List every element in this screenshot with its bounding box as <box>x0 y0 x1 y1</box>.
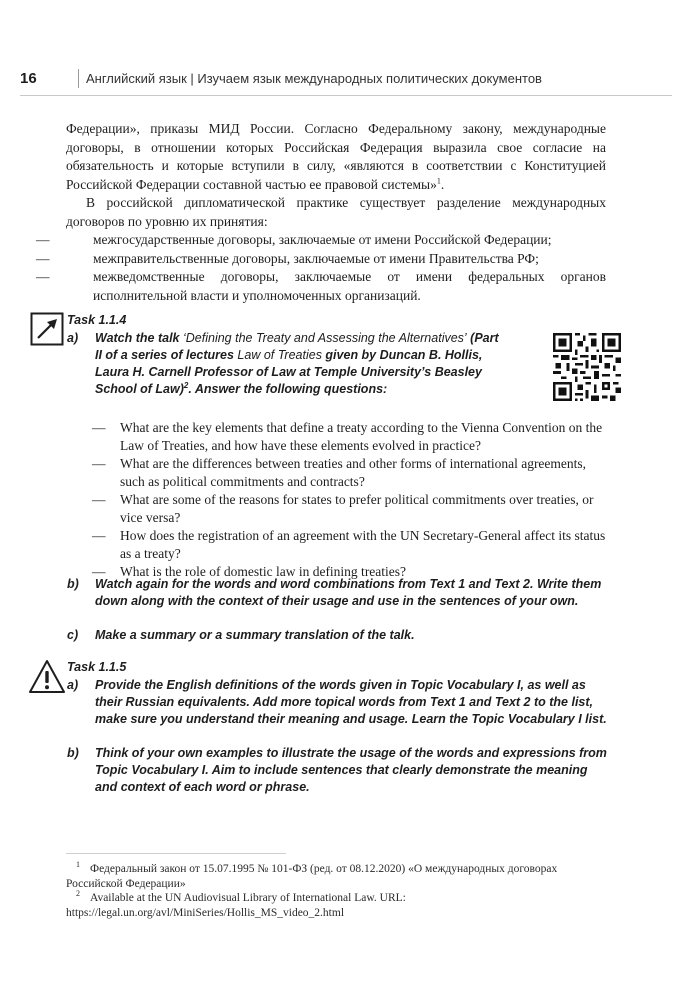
task-1-1-5-label: Task 1.1.5 <box>67 660 127 674</box>
task-1-1-5-b: b) Think of your own examples to illustrate the usage of the words and expressions from Topic Vocabulary I. Aim to include sentences that clearly demonstrate the meaning and context of each word or phrase. <box>67 746 607 794</box>
running-title: Английский язык | Изучаем язык международных политических документов <box>86 71 542 86</box>
question-list <box>92 419 607 582</box>
list-item: — What are the differences between treaties and other forms of international agreements, such as political commitments and contracts? <box>92 456 587 489</box>
task-1-1-4-c: c) Make a summary or a summary translation of the talk. <box>67 628 415 642</box>
list-item: — What are the key elements that define a treaty according to the Vienna Convention on the Law of Treaties, and how have these elements evolved in practice? <box>92 420 603 453</box>
list-item: — межправительственные договоры, заключаемые от имени Правительства РФ; <box>36 250 539 266</box>
treaty-level-list <box>36 231 606 305</box>
page-number: 16 <box>20 70 37 87</box>
intro-paragraph-1: Федерации», приказы МИД России. Согласно Федеральному закону, международные договоры, в отношении которых Российская Федерация выразила свое согласие на обязательность и которые вступили в силу, «являются в соответствии с Конституцией Российской Федерации составной частью ее правовой системы»$^1$. <box>66 121 606 192</box>
arrow-icon <box>30 312 64 346</box>
footnote-divider <box>66 853 286 854</box>
footnote-ref-1[interactable]: 1 <box>436 176 441 185</box>
list-item: — How does the registration of an agreement with the UN Secretary-General affect its status as a treaty? <box>92 528 606 561</box>
list-item: — межгосударственные договоры, заключаемые от имени Российской Федерации; <box>36 232 552 247</box>
task-1-1-5-a: a) Provide the English definitions of the words given in Topic Vocabulary I, as well as their Russian equivalents. Add more topical words from Text 1 and Text 2 to the list, make sure you understand their meaning and usage. Learn the Topic Vocabulary I list. <box>67 678 607 726</box>
intro-paragraph-2: В российской дипломатической практике существует разделение международных договоров по уровню их принятия: <box>66 195 606 229</box>
intro-text <box>36 120 606 305</box>
task-1-1-4-label: Task 1.1.4 <box>67 313 127 327</box>
footnote-ref-2[interactable]: 2 <box>183 380 189 390</box>
footnote-1: 1 Федеральный закон от 15.07.1995 № 101-ФЗ (ред. от 08.12.2020) «О международных договорах Российской Федерации» <box>66 860 558 890</box>
header-divider <box>78 69 79 88</box>
qr-code[interactable] <box>553 333 621 401</box>
footnote-2: 2 Available at the UN Audiovisual Library of International Law. URL: https://legal.un.org/avl/MiniSeries/Hollis_MS_video_2.html <box>66 889 406 919</box>
list-item: — межведомственные договоры, заключаемые от имени федеральных органов исполнительной власти и уполномоченных организаций. <box>36 269 606 303</box>
page-header <box>20 66 672 96</box>
warning-icon <box>28 659 66 695</box>
list-item: — What are some of the reasons for states to prefer political commitments over treaties, or vice versa? <box>92 492 594 525</box>
list-item: — What is the role of domestic law in defining treaties? <box>92 564 407 579</box>
task-1-1-4-b: b) Watch again for the words and word combinations from Text 1 and Text 2. Write them down along with the context of their usage and use in the sentences of your own. <box>67 577 602 608</box>
task-1-1-4-a: a) Watch the talk ‘Defining the Treaty and Assessing the Alternatives’ (Part II of a series of lectures Law of Treaties given by Duncan B. Hollis, Laura H. Carnell Professor of Law at Temple University’s Beasley School of Law)$^2$. Answer the following questions: <box>67 331 499 396</box>
